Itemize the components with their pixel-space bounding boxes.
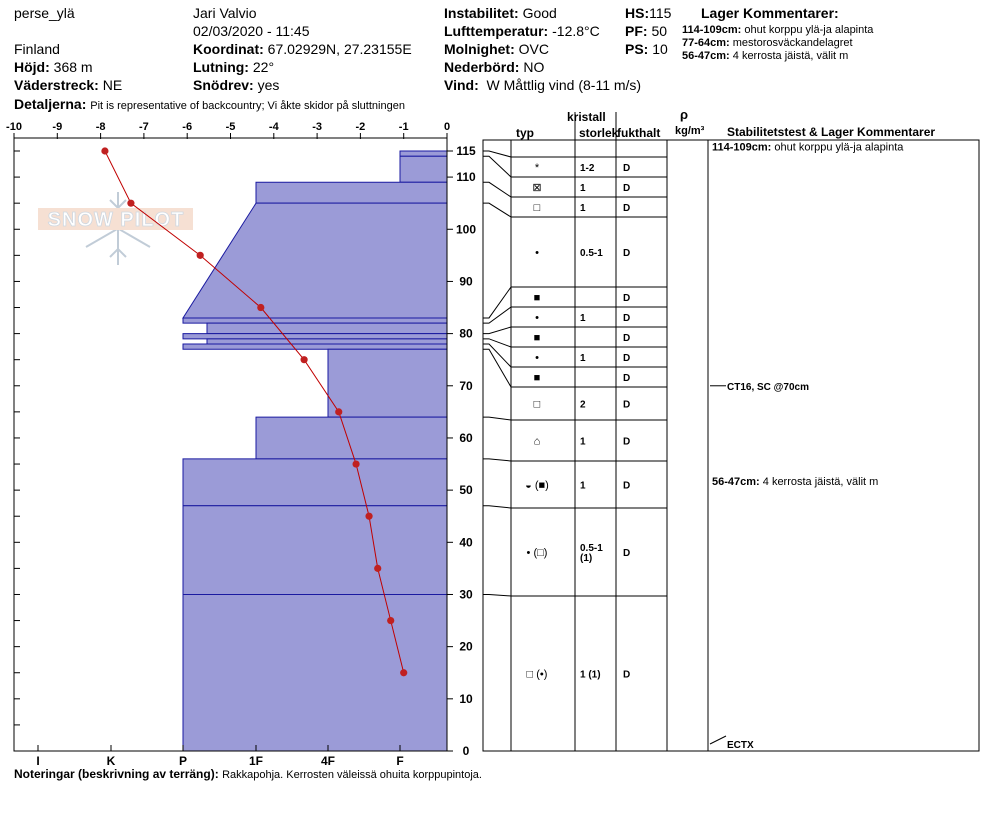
temp-tick-label: -5 [225, 121, 236, 133]
height-tick-label: 80 [459, 326, 473, 341]
grain-type: ■ [533, 332, 541, 344]
temperature-point [301, 356, 308, 363]
moisture: D [623, 333, 631, 344]
stability: Instabilitet: Good [444, 5, 557, 21]
table-frame [483, 140, 979, 751]
precipitation: Nederbörd: NO [444, 59, 545, 75]
layer-connector [483, 327, 511, 334]
grain-size: 2 [580, 399, 586, 411]
moisture: D [623, 436, 631, 448]
layer-comment-2: 77-64cm: mestorosväckandelagret [682, 37, 853, 49]
grain-size: 1 [580, 353, 586, 364]
temperature-point [197, 252, 204, 259]
hardness-layer [256, 182, 447, 203]
ps: PS: 10 [625, 41, 668, 57]
layer-connector [483, 459, 511, 461]
grain-size: 1 (1) [580, 669, 601, 681]
stability-test: CT16, SC @70cm [727, 381, 810, 393]
hardness-tick-label: I [36, 754, 40, 768]
temp-tick-label: 0 [443, 121, 451, 133]
logo-text: SNOW PILOT [47, 209, 185, 231]
temperature-point [352, 460, 359, 467]
layer-comment-1: 114-109cm: ohut korppu ylä-ja alapinta [682, 24, 874, 36]
observer: Jari Valvio [193, 5, 257, 21]
layer-connector [483, 287, 511, 318]
grain-size: 0.5-1 [580, 543, 603, 554]
moisture: D [623, 480, 631, 492]
temperature-point [257, 304, 264, 311]
slope: Lutning: 22° [193, 59, 275, 75]
rho-header: ρ [680, 107, 689, 122]
grain-type: • [535, 352, 539, 364]
details: Detaljerna: Pit is representative of backcountry; Vi åkte skidor på sluttningen [14, 96, 405, 112]
site-name: perse_ylä [14, 5, 75, 21]
stability-test: ECTX [727, 740, 754, 751]
hardness-layer [207, 323, 447, 333]
grain-size: 1 [580, 436, 586, 448]
crystal-header: kristall [567, 110, 606, 124]
height-tick-label: 60 [459, 430, 473, 445]
temp-tick-label: -8 [95, 121, 106, 133]
grain-type: □ [533, 398, 541, 411]
hardness-layer [183, 459, 447, 506]
datetime: 02/03/2020 - 11:45 [193, 23, 310, 39]
moisture: D [623, 183, 631, 194]
temperature-point [400, 669, 407, 676]
temp-tick-label: -4 [268, 121, 279, 133]
hardness-tick-label: P [178, 754, 188, 768]
snowpilot-logo [38, 192, 193, 265]
layer-connector [483, 156, 511, 177]
stability-comment: 114-109cm: ohut korppu ylä-ja alapinta [712, 141, 904, 154]
temperature-point [365, 513, 372, 520]
layer-comments-title: Lager Kommentarer: [701, 5, 839, 21]
coordinates: Koordinat: 67.02929N, 27.23155E [193, 41, 412, 57]
grain-size: 0.5-1 [580, 248, 603, 259]
height-tick-label: 0 [462, 744, 470, 758]
moisture: D [623, 373, 631, 384]
temp-tick-label: -10 [6, 121, 22, 133]
temperature-point [374, 565, 381, 572]
sky: Molnighet: OVC [444, 41, 549, 57]
hardness-layer [400, 156, 447, 182]
moisture: D [623, 353, 631, 364]
grain-type: ◒ (■) [525, 479, 549, 492]
moisture: D [623, 669, 631, 681]
grain-type: • [535, 312, 539, 324]
temp-tick-label: -1 [398, 121, 409, 133]
height-tick-label: 40 [459, 535, 473, 550]
grain-type: • [535, 247, 539, 259]
moisture: D [623, 548, 631, 559]
moisture: D [623, 203, 631, 214]
hardness-tick-label: K [106, 754, 116, 768]
height-tick-label: 50 [459, 483, 473, 498]
moisture: D [623, 163, 631, 174]
grain-type: □ (•) [526, 668, 548, 681]
type-header: typ [516, 126, 534, 140]
grain-type: □ [533, 202, 541, 214]
height-tick-label: 20 [459, 639, 473, 654]
hardness-layer [256, 417, 447, 459]
hardness-layer [400, 151, 447, 156]
hardness-layer [183, 344, 447, 349]
size-header: storlek [579, 126, 619, 140]
layer-connector [483, 339, 511, 347]
grain-type: ⊠ [532, 182, 542, 194]
grain-type: ■ [533, 292, 541, 304]
moisture: D [623, 248, 631, 259]
height-tick-label: 30 [459, 587, 473, 602]
moisture: D [623, 313, 631, 324]
temperature-point [101, 147, 108, 154]
layer-connector [483, 307, 511, 323]
temp-tick-label: -3 [312, 121, 322, 133]
layer-connector [483, 349, 511, 387]
grain-size: 1 [580, 313, 586, 324]
height-tick-label: 110 [456, 170, 476, 185]
hardness-tick-label: 4F [320, 754, 336, 768]
hardness-tick-label: 1F [248, 754, 264, 768]
moisture-header: fukthalt [617, 126, 661, 140]
hardness-tick-label: F [396, 754, 404, 768]
air-temp: Lufttemperatur: -12.8°C [444, 23, 600, 39]
grain-type: ⌂ [533, 435, 541, 448]
grain-size: 1 [580, 203, 586, 214]
wind-loading: Snödrev: yes [193, 77, 280, 93]
country: Finland [14, 41, 60, 57]
grain-type: * [534, 162, 540, 174]
temperature-point [127, 200, 134, 207]
wind: Vind: W Måttlig vind (8-11 m/s) [444, 77, 642, 93]
layer-connector [483, 594, 511, 596]
grain-type: ■ [533, 372, 541, 384]
layer-connector [483, 182, 511, 197]
temp-tick-label: -9 [52, 121, 63, 133]
stability-header: Stabilitetstest & Lager Kommentarer [727, 125, 936, 139]
height-tick-label: 90 [459, 274, 473, 289]
hardness-layer [183, 318, 447, 323]
stability-comment: 56-47cm: 4 kerrosta jäistä, välit m [712, 476, 879, 489]
hardness-layer [183, 203, 447, 318]
temp-tick-label: -7 [139, 121, 149, 133]
layer-connector [483, 417, 511, 420]
aspect: Väderstreck: NE [14, 77, 123, 93]
height-tick-label: 10 [459, 691, 473, 706]
test-marker [710, 736, 726, 744]
temp-tick-label: -2 [355, 121, 366, 133]
hardness-layer [183, 594, 447, 751]
hardness-layer [183, 506, 447, 595]
grain-size: 1 [580, 480, 586, 492]
pf: PF: 50 [625, 23, 668, 39]
temperature-point [387, 617, 394, 624]
moisture: D [623, 293, 631, 304]
grain-size: 1 [580, 183, 586, 194]
hs: HS:115 [625, 5, 672, 21]
layer-comment-3: 56-47cm: 4 kerrosta jäistä, välit m [682, 50, 849, 62]
height-tick-label: 100 [455, 222, 477, 237]
hardness-layer [183, 334, 447, 339]
temperature-point [335, 408, 342, 415]
hardness-layer [207, 339, 447, 344]
notes: Noteringar (beskrivning av terräng): Rakkapohja. Kerrosten väleissä ohuita korppupintoja. [14, 767, 482, 781]
layer-connector [483, 506, 511, 508]
grain-type: • (□) [526, 547, 548, 559]
grain-size: 1-2 [580, 163, 595, 174]
hardness-layer [328, 349, 447, 417]
moisture: D [623, 399, 631, 411]
layer-connector [483, 203, 511, 217]
temp-tick-label: -6 [182, 121, 193, 133]
elevation: Höjd: 368 m [14, 59, 93, 75]
grain-size: (1) [580, 553, 593, 564]
density-unit: kg/m³ [675, 125, 705, 137]
height-tick-label: 115 [456, 144, 476, 158]
height-tick-label: 70 [459, 378, 473, 393]
